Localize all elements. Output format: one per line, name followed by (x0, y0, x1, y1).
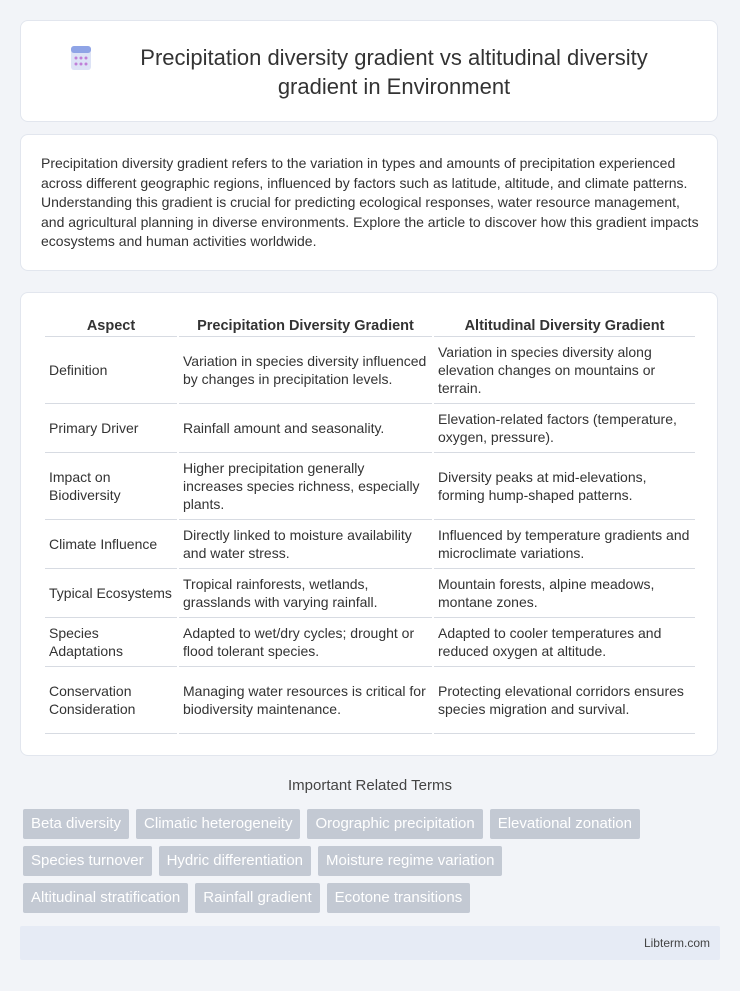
tag-row (23, 883, 703, 913)
table-row (45, 520, 695, 569)
row-altitudinal: Variation in species diversity along elevation changes on mountains or terrain. (434, 337, 695, 404)
header-aspect: Aspect (45, 316, 177, 337)
row-precipitation: Tropical rainforests, wetlands, grasslands with varying rainfall. (179, 569, 432, 618)
row-precipitation: Rainfall amount and seasonality. (179, 404, 432, 453)
related-term-tag[interactable]: Rainfall gradient (195, 883, 319, 913)
row-aspect: Conservation Consideration (45, 667, 177, 734)
related-term-tag[interactable]: Altitudinal stratification (23, 883, 188, 913)
intro-card (20, 134, 718, 271)
related-terms-list (23, 809, 703, 920)
row-precipitation: Higher precipitation generally increases species richness, especially plants. (179, 453, 432, 520)
table-row (45, 337, 695, 404)
row-altitudinal: Elevation-related factors (temperature, oxygen, pressure). (434, 404, 695, 453)
related-term-tag[interactable]: Hydric differentiation (159, 846, 311, 876)
table-row (45, 569, 695, 618)
comparison-card (20, 292, 718, 756)
row-precipitation: Managing water resources is critical for biodiversity maintenance. (179, 667, 432, 734)
related-term-tag[interactable]: Elevational zonation (490, 809, 640, 839)
row-precipitation: Adapted to wet/dry cycles; drought or flood tolerant species. (179, 618, 432, 667)
related-term-tag[interactable]: Ecotone transitions (327, 883, 471, 913)
header-altitudinal: Altitudinal Diversity Gradient (434, 316, 695, 337)
page-title: Precipitation diversity gradient vs altitudinal diversity gradient in Environment (140, 45, 648, 99)
row-aspect: Impact on Biodiversity (45, 453, 177, 520)
footer-brand-link[interactable]: Libterm.com (643, 936, 710, 950)
related-term-tag[interactable]: Moisture regime variation (318, 846, 502, 876)
intro-paragraph: Precipitation diversity gradient refers to the variation in types and amounts of precipitation experienced across different geographic regions, influenced by factors such as latitude, altitude, and climate patterns. Understanding this gradient is crucial for predicting ecological responses, water resource management, and agricultural planning in diverse environments. Explore the article to discover how this gradient impacts ecosystems and human activities worldwide. (41, 155, 699, 249)
title-card (20, 20, 718, 122)
related-term-tag[interactable]: Species turnover (23, 846, 152, 876)
comparison-table (43, 316, 697, 734)
table-row (45, 404, 695, 453)
related-terms-title: Important Related Terms (288, 777, 452, 794)
row-altitudinal: Influenced by temperature gradients and microclimate variations. (434, 520, 695, 569)
table-row (45, 453, 695, 520)
table-row (45, 667, 695, 734)
row-aspect: Species Adaptations (45, 618, 177, 667)
row-altitudinal: Diversity peaks at mid-elevations, forming hump-shaped patterns. (434, 453, 695, 520)
tag-row (23, 846, 703, 876)
table-row (45, 618, 695, 667)
row-altitudinal: Mountain forests, alpine meadows, montane zones. (434, 569, 695, 618)
related-term-tag[interactable]: Climatic heterogeneity (136, 809, 300, 839)
table-header-row (45, 316, 695, 337)
related-term-tag[interactable]: Beta diversity (23, 809, 129, 839)
row-altitudinal: Adapted to cooler temperatures and reduced oxygen at altitude. (434, 618, 695, 667)
related-term-tag[interactable]: Orographic precipitation (307, 809, 482, 839)
footer (20, 926, 720, 960)
row-precipitation: Directly linked to moisture availability and water stress. (179, 520, 432, 569)
row-aspect: Definition (45, 337, 177, 404)
row-aspect: Primary Driver (45, 404, 177, 453)
header-precipitation: Precipitation Diversity Gradient (179, 316, 432, 337)
row-altitudinal: Protecting elevational corridors ensures species migration and survival. (434, 667, 695, 734)
tag-row (23, 809, 703, 839)
row-precipitation: Variation in species diversity influenced by changes in precipitation levels. (179, 337, 432, 404)
row-aspect: Climate Influence (45, 520, 177, 569)
row-aspect: Typical Ecosystems (45, 569, 177, 618)
